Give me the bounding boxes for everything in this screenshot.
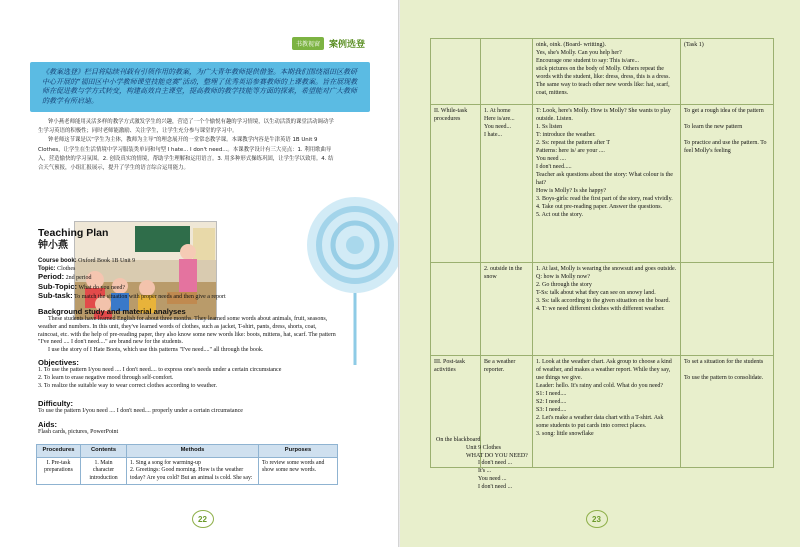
objective-item: 1. To use the pattern I/you need .... I don't need.... to express one's needs under a certain circumstance [38, 367, 282, 373]
blackboard-line: It's ... [478, 468, 492, 475]
blackboard-line: I don't need ... [478, 483, 513, 490]
aids-heading: Aids: [38, 420, 57, 429]
subtopic-field: Sub-Topic: What do you need? [38, 281, 125, 291]
difficulty-heading: Difficulty: [38, 399, 74, 408]
objectives-heading: Objectives: [38, 358, 79, 367]
column-header: Procedures [37, 445, 81, 458]
column-header: Purposes [259, 445, 338, 458]
methods-cell: 1. At last, Molly is wearing the snowsuit and goes outside. Q: how is Molly now? 2. Go through the story T-Ss: talk about what they can see on snowy land. 3. Ss: talk according to the given situation on the board. 4. T: we need different clothes with different weather. [533, 263, 681, 356]
procedure-cell: III. Post-task activities [431, 356, 481, 468]
cn-paragraph: 钟小燕老师能用灵活多样的教学方式激发学生的兴趣，营造了一个个愉悦有趣的学习情境，以生动活泼的课堂活动调动学生学习英语的积极性；同时老师能激励、关注学生，让学生充分参与课堂的学习中。 [38, 119, 334, 135]
purpose-cell: To review some words and show some new words. [259, 457, 338, 485]
column-header: Contents [81, 445, 127, 458]
background-heading: Background study and material analyses [38, 307, 186, 316]
aids-section [38, 420, 338, 437]
author-name: 钟小燕 [38, 240, 68, 251]
objective-item: 2. To learn to erase negative mood through self-comfort. [38, 374, 174, 381]
section-header [292, 37, 365, 50]
procedure-cell: II. While-task procedures [431, 105, 481, 263]
difficulty-section [38, 399, 338, 416]
background-text: These students have learned English for about three months. They learned some words about animals, fruit, seasons, weather and numbers. In this unit, they've learned words of clothes, such as jacket, T-shirt, pants, dress, shorts, coat, raincoat, etc. with the help of pre-reading paper, they also know some new words like: boots, mittens, hat, scarf. The pattern "I've need .... I don't need...." are brand new for the students. [38, 316, 336, 346]
period-field: Period: 2nd period [38, 272, 92, 282]
table-row [431, 105, 774, 263]
course-book-field: Course book: Oxford Book 1B Unit 9 [38, 258, 136, 264]
section-tag: 书教视窗 [292, 37, 324, 50]
table-row [37, 457, 338, 485]
methods-cell: T: Look, here's Molly. How is Molly? She wants to play outside. Listen. 1. Ss listen T: introduce the weather. 2. Ss: repeat the pattern after T Patterns: here is/ are your .... You need .... I don't need..... Teacher ask questions about the story: What colour is the hat? How is Molly? Is she happy? 3. Boys-girls: read the first part of the story, read vividly. 4. Take out pre-reading paper. Answer the questions. 5. Act out the story. [533, 105, 681, 263]
aids-text: Flash cards, pictures, PowerPoint [38, 429, 119, 435]
page-number: 23 [592, 515, 601, 524]
objective-item: 3. To realize the suitable way to wear correct clothes according to weather. [38, 382, 218, 389]
objectives-section [38, 358, 338, 390]
purpose-cell [681, 263, 774, 356]
table-row [431, 39, 774, 105]
section-title: 案例选登 [329, 40, 366, 50]
procedures-table [36, 444, 338, 485]
procedure-cell: I. Pre-task preparations [37, 457, 81, 485]
background-text: I use the story of I Hate Boots, which use this patterns "I've need...." all through the book. [48, 347, 264, 354]
table-row [431, 263, 774, 356]
teaching-plan-title: Teaching Plan [38, 227, 109, 239]
purpose-cell: (Task 1) [681, 39, 774, 105]
topic-field: Topic: Clothes [38, 266, 76, 273]
background-section [38, 307, 338, 355]
purpose-cell: To set a situation for the students To use the pattern to consolidate. [681, 356, 774, 468]
page-number: 22 [198, 515, 207, 524]
procedure-cell [431, 263, 481, 356]
blackboard-line: I don't need ... [478, 460, 513, 467]
difficulty-text: To use the pattern I/you need .... I don't need.... properly under a certain circumstance [38, 408, 243, 414]
methods-cell: 1. Sing a song for warming-up 2. Greetings: Good morning. How is the weather today? Are you cold? But an animal is cold. She say: [127, 457, 259, 485]
blackboard-heading: On the blackboard [436, 437, 481, 443]
procedures-table-continued [430, 38, 774, 468]
content-cell: 1. At home Here is/are... You need... I hate... [481, 105, 533, 263]
procedure-cell [431, 39, 481, 105]
blackboard-line: Unit 9 Clothes [466, 444, 502, 451]
blackboard-line: WHAT DO YOU NEED? [466, 452, 528, 459]
blackboard-line: You need ... [478, 475, 507, 482]
teaching-plan-head [38, 227, 298, 301]
methods-cell: 1. Look at the weather chart. Ask group to choose a kind of weather, and makes a weather report. While they say, use things we give. Leader: hello. It's rainy and cold. What do you need? S1: I need.... S2: I need.... S3: I need.... 2. Let's make a weather data chart with a T-shirt. Ask some students to put cards into correct places. 3. song: little snowflake [533, 356, 681, 468]
blackboard-section [436, 437, 776, 492]
content-cell: Be a weather reporter. [481, 356, 533, 468]
content-cell: 2. outside in the snow [481, 263, 533, 356]
content-cell [481, 39, 533, 105]
right-page [400, 0, 800, 547]
chinese-body [38, 118, 338, 173]
table-header-row [37, 445, 338, 458]
content-cell: 1. Main character introduction [81, 457, 127, 485]
subtask-field: Sub-task: To match the situation with proper needs and then give a report [38, 290, 226, 300]
methods-cell: oink, oink. (Board- writting). Yes, she's Molly. Can you help her? Encourage one student to say: This is/are... stick pictures on the body of Molly. Others repeat the words with the student, like: dress, dress, this is a dress. The same way to teach other new words like: hat, scarf, coat, mittens. [533, 39, 681, 105]
purpose-cell: To get a rough idea of the pattern To learn the new pattern To practice and use the pattern. To feel Molly's feeling [681, 105, 774, 263]
cn-paragraph: 钟老师这节课是以“学生为主体，教师为主导”的理念展开的一堂常态教学课。本课教学内容是牛津英语 1B Unit 9 Clothes，让学生在生活情境中学习服装类单词和句型 I hate... I don't need...。本课教学设计有三大亮点：1. 利用歌曲导入，营造愉快的学习氛围。2. 创设真实的情境，帮助学生理解和运用语言。3. 用多种形式操练巩固，让学生学以致用。4. 结合天气预报，小组汇报展示，提升了学生的语言综合运用能力。 [38, 137, 334, 172]
intro-box: 《教案选登》栏目将陆续刊载有引领作用的教案，为广大青年教师提供借鉴。本期我们围绕福田区教研中心开展的“福田区中小学教师课堂技能竞赛”活动，整理了优秀英语参赛教师的上课教案。旨在展现教师在促进教与学方式转变，构建高效自主课堂，提高教师的教学技能等方面的探索，希望能对广大教师的教学有所启迪。 [30, 62, 370, 112]
column-header: Methods [127, 445, 259, 458]
